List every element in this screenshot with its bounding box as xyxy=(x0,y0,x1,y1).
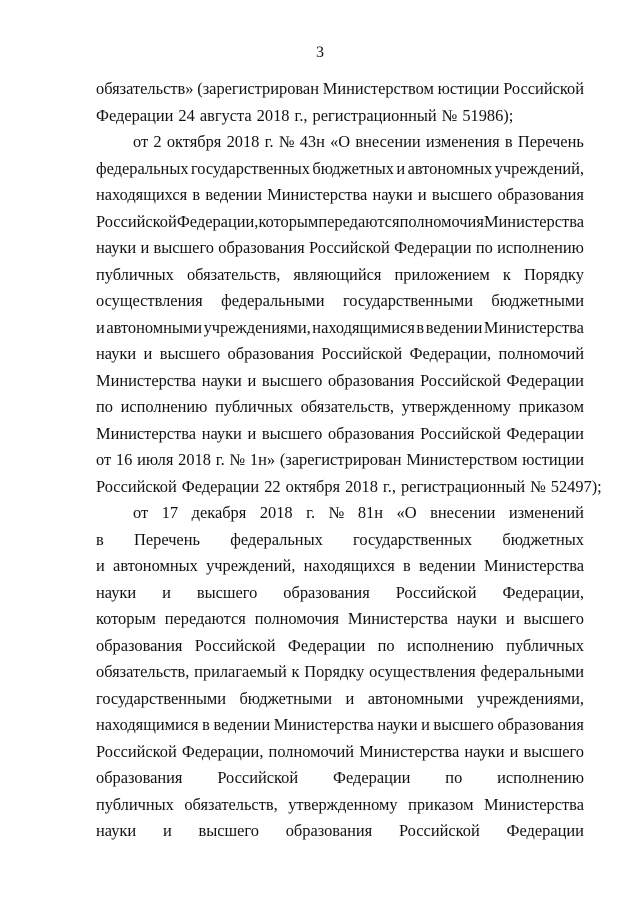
word: и xyxy=(96,556,105,575)
word: и xyxy=(96,317,105,337)
word: бюджетными xyxy=(239,688,333,708)
text-line xyxy=(96,76,584,103)
word: автономными xyxy=(367,688,464,708)
word: государственных xyxy=(190,158,310,178)
word: государственными xyxy=(342,291,473,310)
word: и xyxy=(421,715,430,734)
word: изменения xyxy=(425,132,500,151)
word: федеральных xyxy=(230,529,323,549)
word: юстиции xyxy=(437,79,500,98)
word: Федерации, xyxy=(409,344,492,363)
word: образования xyxy=(497,185,584,204)
word: находящимися xyxy=(312,317,415,337)
text-line xyxy=(96,818,584,845)
word: августа xyxy=(199,105,252,125)
word: образования xyxy=(227,344,315,363)
text-line xyxy=(96,235,584,262)
document-body xyxy=(96,76,602,845)
word: Российской xyxy=(194,635,276,655)
word: 2018 xyxy=(226,132,260,151)
word: № xyxy=(441,105,458,125)
word: Российской xyxy=(503,79,584,98)
word: регистрационный xyxy=(400,476,526,496)
word: по xyxy=(377,635,395,655)
word: образования xyxy=(283,582,370,602)
word: учреждениями, xyxy=(203,317,311,337)
word: ведении xyxy=(213,715,271,734)
word: (зарегистрирован xyxy=(197,79,319,98)
word: регистрационный xyxy=(312,105,437,125)
word: бюджетных xyxy=(312,158,395,178)
word: утвержденному xyxy=(401,397,511,416)
word: по xyxy=(475,238,493,257)
word: исполнению xyxy=(497,238,584,257)
word: «О xyxy=(330,132,351,151)
word: являющийся xyxy=(293,264,382,284)
word: Федерации xyxy=(506,370,584,390)
text-line xyxy=(96,659,584,686)
word: осуществления xyxy=(369,662,476,681)
word: исполнению xyxy=(406,635,494,655)
word: государственных xyxy=(353,529,473,549)
word: находящихся xyxy=(96,185,188,204)
word: передаются xyxy=(318,211,400,231)
word: высшего xyxy=(198,821,259,840)
text-line xyxy=(96,500,584,527)
word: образования xyxy=(218,238,305,257)
word: 24 xyxy=(178,105,195,125)
text-line xyxy=(96,712,584,739)
word: и xyxy=(509,741,519,761)
word: к xyxy=(502,264,511,284)
word: науки xyxy=(96,582,137,602)
word: приложением xyxy=(394,264,490,284)
word: в xyxy=(96,529,104,549)
word: приказом xyxy=(408,794,474,814)
word: учреждений, xyxy=(206,556,296,575)
word: и xyxy=(417,185,427,204)
word: № xyxy=(530,476,546,496)
page-number: 3 xyxy=(316,44,324,61)
word: Министерства xyxy=(483,317,584,337)
word: Российской xyxy=(96,741,177,761)
word: полномочия xyxy=(399,211,484,231)
word: и xyxy=(345,688,355,708)
word: образования xyxy=(327,423,415,443)
word: Российской xyxy=(420,423,501,443)
word: публичных xyxy=(96,264,174,284)
word: 43н xyxy=(299,132,325,151)
word: высшего xyxy=(523,741,584,761)
word: г. xyxy=(215,450,225,469)
word: Федерации, xyxy=(176,211,259,231)
word: обязательств, xyxy=(300,397,394,416)
word: 22 xyxy=(264,476,281,496)
word: высшего xyxy=(159,344,221,363)
word: Министерства xyxy=(483,211,584,231)
word: Федерации, xyxy=(502,582,584,602)
word: науки xyxy=(456,609,497,628)
word: федеральных xyxy=(96,158,189,178)
word: обязательств» xyxy=(96,79,194,98)
word: 52497); xyxy=(550,476,602,496)
word: от xyxy=(96,450,112,469)
word: Министерством xyxy=(322,79,434,98)
text-line xyxy=(96,633,584,660)
word: № xyxy=(328,503,345,522)
word: бюджетных xyxy=(502,529,584,549)
text-line xyxy=(96,686,584,713)
word: по xyxy=(445,768,463,787)
word: Российской xyxy=(217,768,299,787)
text-line xyxy=(96,394,584,421)
word: учреждений, xyxy=(494,158,584,178)
word: ведении xyxy=(205,185,262,204)
word: федеральными xyxy=(480,662,584,681)
word: Федерации xyxy=(181,476,260,496)
word: Министерства xyxy=(483,556,584,575)
word: 81н xyxy=(357,503,383,522)
word: № xyxy=(278,132,295,151)
word: науки xyxy=(201,370,242,390)
text-line xyxy=(96,739,584,766)
word: Порядку xyxy=(304,662,365,681)
word: Российской xyxy=(96,211,177,231)
word: ведении xyxy=(419,556,476,575)
word: 16 xyxy=(115,450,133,469)
word: образования xyxy=(96,768,183,787)
text-line xyxy=(96,447,584,474)
word: от xyxy=(133,503,149,522)
text-line xyxy=(96,421,584,448)
word: высшего xyxy=(261,370,323,390)
word: осуществления xyxy=(96,291,203,310)
word: г., xyxy=(294,105,308,125)
word: образования xyxy=(285,821,373,840)
word: высшего xyxy=(523,609,584,628)
text-line xyxy=(96,288,584,315)
word: высшего xyxy=(433,715,494,734)
word: Министерства xyxy=(347,609,448,628)
word: образования xyxy=(327,370,415,390)
text-line xyxy=(96,103,584,130)
word: и xyxy=(140,238,150,257)
word: г. xyxy=(264,132,274,151)
word: находящихся xyxy=(303,556,395,575)
word: и xyxy=(247,423,257,443)
word: высшего xyxy=(153,238,214,257)
word: декабря xyxy=(191,503,247,522)
word: науки xyxy=(96,238,137,257)
word: в xyxy=(202,715,210,734)
word: прилагаемый xyxy=(194,662,287,681)
word: Российской xyxy=(395,582,477,602)
word: науки xyxy=(377,715,418,734)
word: и xyxy=(505,609,515,628)
word: и xyxy=(143,344,153,363)
word: Министерства xyxy=(483,794,584,814)
word: исполнению xyxy=(497,768,584,787)
word: которым xyxy=(96,609,156,628)
word: Федерации xyxy=(394,238,472,257)
word: автономных xyxy=(113,556,198,575)
text-line xyxy=(96,129,584,156)
word: науки xyxy=(201,423,242,443)
word: обязательств, xyxy=(184,794,278,814)
word: обязательств, xyxy=(186,264,281,284)
word: Министерством xyxy=(406,450,518,469)
word: от xyxy=(133,132,149,151)
word: Министерства xyxy=(267,185,368,204)
word: обязательств, xyxy=(96,662,190,681)
word: полномочия xyxy=(254,609,340,628)
word: Министерства xyxy=(96,370,197,390)
word: бюджетными xyxy=(491,291,584,310)
word: автономных xyxy=(407,158,493,178)
word: № xyxy=(229,450,246,469)
word: 2018 xyxy=(259,503,293,522)
word: исполнению xyxy=(120,397,208,416)
text-line xyxy=(96,209,584,236)
word: и xyxy=(162,582,171,602)
word: 2018 xyxy=(256,105,290,125)
text-line xyxy=(96,553,584,580)
word: Порядку xyxy=(523,264,584,284)
word: высшего xyxy=(431,185,493,204)
text-line xyxy=(96,606,584,633)
word: Российской xyxy=(309,238,390,257)
word: автономными xyxy=(106,317,203,337)
text-line xyxy=(96,315,584,342)
word: 51986); xyxy=(462,105,514,125)
word: полномочий xyxy=(498,344,584,363)
word: внесении xyxy=(355,132,421,151)
word: Министерства xyxy=(359,741,460,761)
word: Перечень xyxy=(134,529,200,549)
word: высшего xyxy=(196,582,258,602)
word: Федерации, xyxy=(181,741,264,761)
word: Российской xyxy=(96,476,177,496)
word: к xyxy=(291,662,300,681)
word: Министерства xyxy=(273,715,374,734)
word: находящимися xyxy=(96,715,199,734)
text-line xyxy=(96,792,584,819)
word: в xyxy=(192,185,201,204)
word: науки xyxy=(464,741,505,761)
word: и xyxy=(247,370,257,390)
word: публичных xyxy=(506,635,584,655)
text-line xyxy=(96,182,584,209)
word: Российской xyxy=(398,821,480,840)
word: публичных xyxy=(96,794,174,814)
text-line xyxy=(96,580,584,607)
word: в xyxy=(504,132,513,151)
word: изменений xyxy=(508,503,584,522)
text-line xyxy=(96,527,584,554)
word: юстиции xyxy=(522,450,584,469)
word: 1н» xyxy=(249,450,276,469)
word: публичных xyxy=(215,397,293,416)
text-line xyxy=(96,765,584,792)
word: образования xyxy=(96,635,183,655)
word: Федерации xyxy=(96,105,174,125)
word: 2018 xyxy=(345,476,378,496)
word: утвержденному xyxy=(288,794,398,814)
word: 17 xyxy=(161,503,179,522)
word: и xyxy=(396,158,406,178)
word: Федерации xyxy=(506,821,584,840)
text-line xyxy=(96,474,602,501)
word: Российской xyxy=(420,370,501,390)
word: внесении xyxy=(430,503,496,522)
word: 2018 xyxy=(178,450,211,469)
word: высшего xyxy=(261,423,323,443)
word: ведении xyxy=(425,317,483,337)
word: октября xyxy=(166,132,222,151)
word: Федерации xyxy=(287,635,366,655)
word: науки xyxy=(372,185,413,204)
word: передаются xyxy=(164,609,246,628)
word: и xyxy=(162,821,172,840)
word: Перечень xyxy=(517,132,584,151)
word: по xyxy=(96,397,113,416)
word: федеральными xyxy=(221,291,325,310)
word: июля xyxy=(137,450,174,469)
word: Федерации xyxy=(506,423,584,443)
word: которым xyxy=(258,211,319,231)
word: образования xyxy=(497,715,584,734)
word: «О xyxy=(396,503,417,522)
word: г., xyxy=(382,476,396,496)
word: в xyxy=(416,317,425,337)
text-line xyxy=(96,156,584,183)
text-line xyxy=(96,341,584,368)
word: Министерства xyxy=(96,423,197,443)
word: г. xyxy=(306,503,316,522)
word: науки xyxy=(96,344,137,363)
word: в xyxy=(403,556,411,575)
word: полномочий xyxy=(268,741,355,761)
word: (зарегистрирован xyxy=(279,450,402,469)
word: государственными xyxy=(96,688,227,708)
word: Российской xyxy=(321,344,403,363)
text-line xyxy=(96,262,584,289)
word: учреждениями, xyxy=(476,688,584,708)
word: октября xyxy=(285,476,341,496)
word: приказом xyxy=(518,397,584,416)
word: науки xyxy=(96,821,137,840)
word: Федерации xyxy=(333,768,411,787)
text-line xyxy=(96,368,584,395)
word: 2 xyxy=(153,132,162,151)
